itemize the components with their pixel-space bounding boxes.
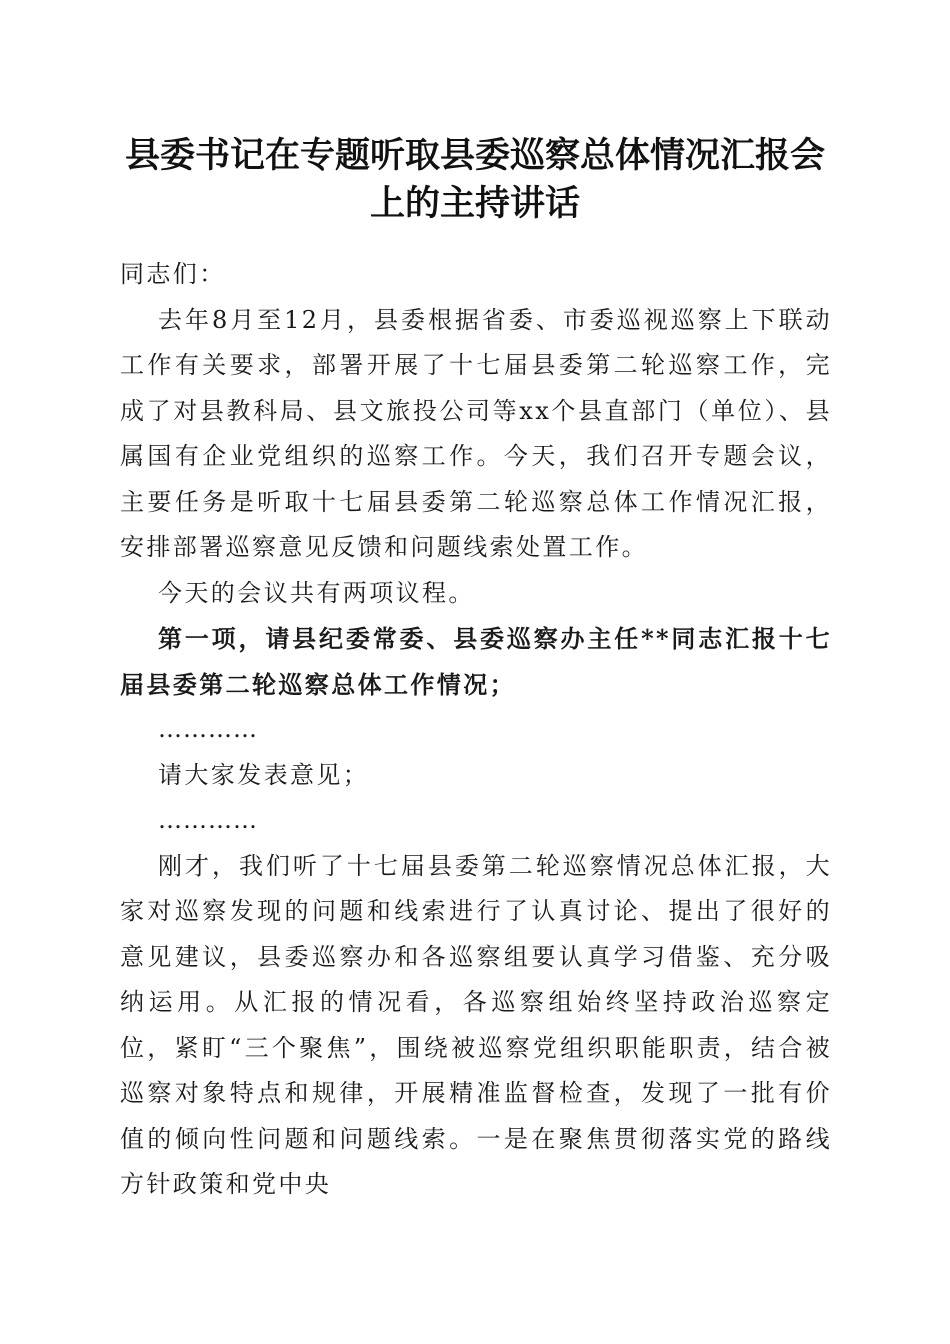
salutation: 同志们： [120,260,226,288]
paragraph-invite-opinions: 请大家发表意见； [158,760,370,789]
title-line-1: 县委书记在专题听取县委巡察总体情况汇报会 [124,135,825,176]
title-line-2: 上的主持讲话 [369,183,580,224]
ellipsis-2: ………… [158,806,258,834]
document-body [120,252,832,1208]
paragraph-summary: 刚才，我们听了十七届县委第二轮巡察情况总体汇报，大家对巡察发现的问题和线索进行了认真讨论、提出了很好的意见建议，县委巡察办和各巡察组要认真学习借鉴、充分吸纳运用。从汇报的情况看，各巡察组始终坚持政治巡察定位，紧盯“三个聚焦”，围绕被巡察党组织职能职责，结合被巡察对象特点和规律，开展精准监督检查，发现了一批有价值的倾向性问题和问题线索。一是在聚焦贯彻落实党的路线方针政策和党中央 [120,851,832,1198]
paragraph-intro: 去年8月至12月，县委根据省委、市委巡视巡察上下联动工作有关要求，部署开展了十七届县委第二轮巡察工作，完成了对县教科局、县文旅投公司等xx个县直部门（单位）、县属国有企业党组织的巡察工作。今天，我们召开专题会议，主要任务是听取十七届县委第二轮巡察总体工作情况汇报，安排部署巡察意见反馈和问题线索处置工作。 [120,305,832,561]
ellipsis-1: ………… [158,715,258,743]
paragraph-agenda: 今天的会议共有两项议程。 [158,578,475,607]
document-title [100,132,850,228]
paragraph-agenda-item-1: 第一项，请县纪委常委、县委巡察办主任**同志汇报十七届县委第二轮巡察总体工作情况； [120,624,832,699]
